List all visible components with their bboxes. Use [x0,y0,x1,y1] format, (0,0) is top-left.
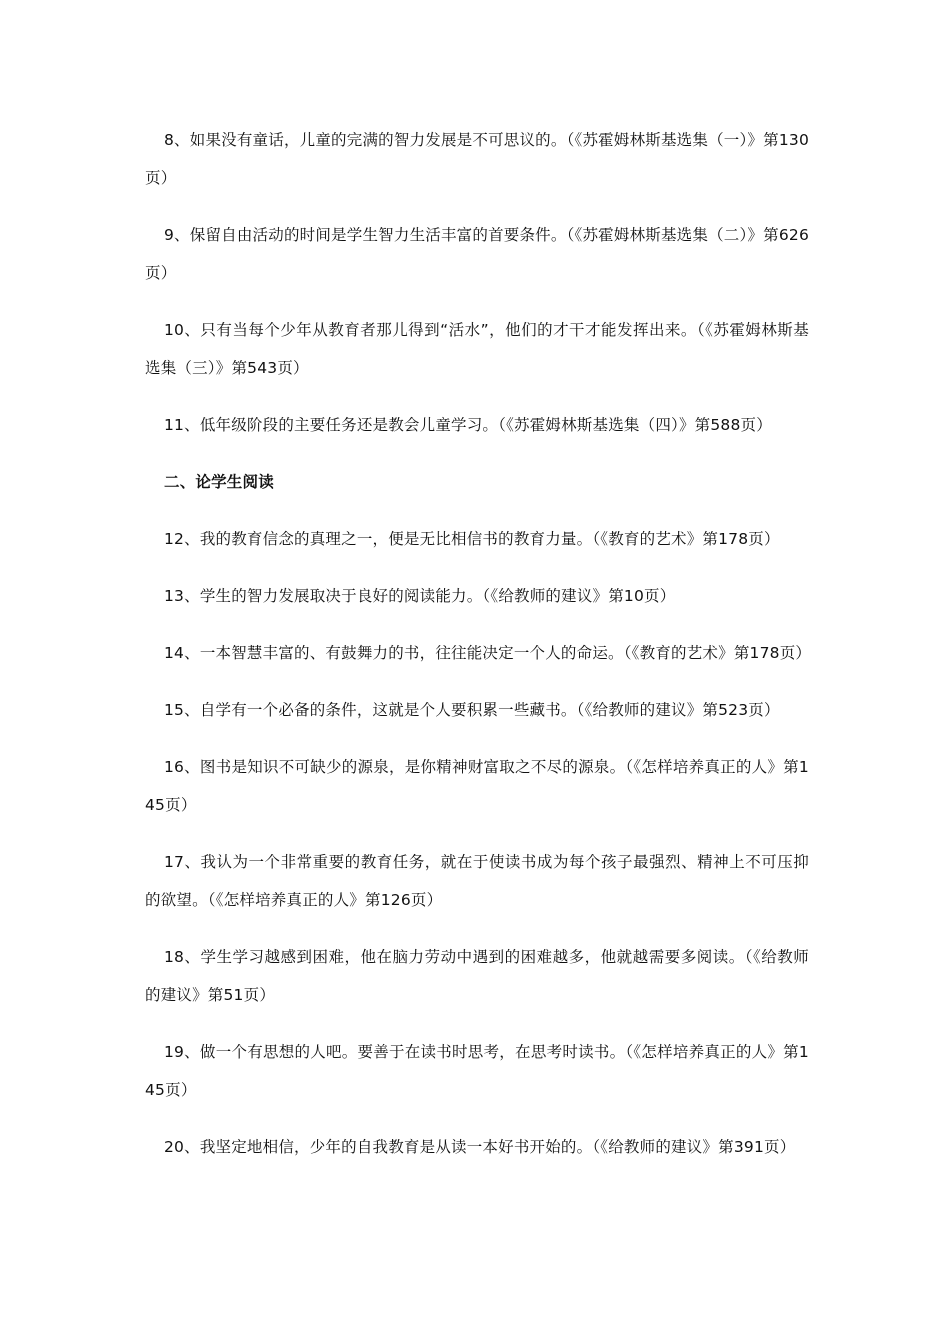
quote-13: 13、学生的智力发展取决于良好的阅读能力。（《给教师的建议》第10页） [164,587,676,605]
quote-17: 17、我认为一个非常重要的教育任务，就在于使读书成为每个孩子最强烈、精神上不可压抑的欲望。（《怎样培养真正的人》第126页） [145,853,809,909]
section-heading-reading: 二、论学生阅读 [164,473,274,491]
quote-10: 10、只有当每个少年从教育者那儿得到“活水”，他们的才干才能发挥出来。（《苏霍姆林斯基选集（三）》第543页） [145,321,809,377]
quote-15: 15、自学有一个必备的条件，这就是个人要积累一些藏书。（《给教师的建议》第523页） [164,701,780,719]
quote-16: 16、图书是知识不可缺少的源泉，是你精神财富取之不尽的源泉。（《怎样培养真正的人》第145页） [145,758,809,814]
quote-19: 19、做一个有思想的人吧。要善于在读书时思考，在思考时读书。（《怎样培养真正的人》第145页） [145,1043,809,1099]
quote-8: 8、如果没有童话，儿童的完满的智力发展是不可思议的。（《苏霍姆林斯基选集（一）》第130页） [145,131,809,187]
quote-20: 20、我坚定地相信，少年的自我教育是从读一本好书开始的。（《给教师的建议》第391页） [164,1138,796,1156]
quote-14: 14、一本智慧丰富的、有鼓舞力的书，往往能决定一个人的命运。（《教育的艺术》第178页） [164,644,812,662]
quote-9: 9、保留自由活动的时间是学生智力生活丰富的首要条件。（《苏霍姆林斯基选集（二）》第626页） [145,226,809,282]
quote-11: 11、低年级阶段的主要任务还是教会儿童学习。（《苏霍姆林斯基选集（四）》第588页） [164,416,772,434]
quote-18: 18、学生学习越感到困难，他在脑力劳动中遇到的困难越多，他就越需要多阅读。（《给教师的建议》第51页） [145,948,809,1004]
quote-12: 12、我的教育信念的真理之一，便是无比相信书的教育力量。（《教育的艺术》第178页） [164,530,780,548]
document-body [145,121,812,1185]
